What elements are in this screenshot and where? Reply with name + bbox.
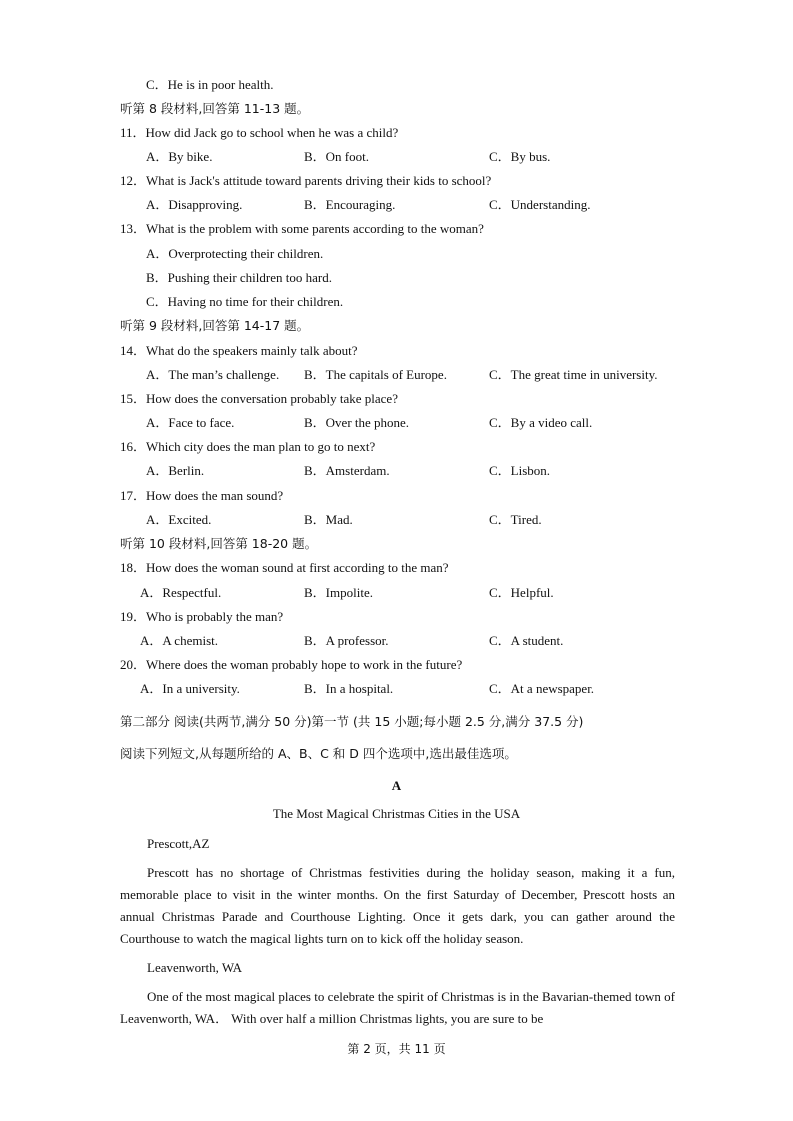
q18-option-a: A．Respectful. [140,585,222,600]
passage-title: The Most Magical Christmas Cities in the USA [272,806,521,821]
city-heading-prescott: Prescott,AZ [147,836,210,851]
q16-option-c: C．Lisbon. [489,463,551,478]
section-8-instruction: 听第 8 段材料,回答第 11-13 题。 [120,101,310,116]
question-13: 13．What is the problem with some parents according to the woman? [120,221,484,236]
question-19: 19．Who is probably the man? [120,609,284,624]
city-heading-leavenworth: Leavenworth, WA [147,960,243,975]
question-14: 14．What do the speakers mainly talk about? [120,343,358,358]
q18-option-c: C．Helpful. [489,585,554,600]
q16-option-b: B．Amsterdam. [304,463,390,478]
q15-option-c: C．By a video call. [489,415,593,430]
q13-option-a: A．Overprotecting their children. [146,246,324,261]
part2-heading: 第二部分 阅读(共两节,满分 50 分)第一节 (共 15 小题;每小题 2.5 分,满分 37.5 分) [120,714,584,729]
q10-option-c: C．He is in poor health. [146,77,274,92]
q15-option-b: B．Over the phone. [304,415,410,430]
q15-option-a: A．Face to face. [146,415,235,430]
q12-option-a: A．Disapproving. [146,197,243,212]
q14-option-c: C．The great time in university. [489,367,658,382]
q11-option-b: B．On foot. [304,149,370,164]
q18-option-b: B．Impolite. [304,585,373,600]
q13-option-c: C．Having no time for their children. [146,294,344,309]
q11-option-c: C．By bus. [489,149,551,164]
part2-instruction: 阅读下列短文,从每题所给的 A、B、C 和 D 四个选项中,选出最佳选项。 [120,746,517,761]
q14-option-a: A．The man’s challenge. [146,367,280,382]
q16-option-a: A．Berlin. [146,463,205,478]
q19-option-c: C．A student. [489,633,564,648]
question-20: 20．Where does the woman probably hope to work in the future? [120,657,463,672]
q20-option-c: C．At a newspaper. [489,681,595,696]
passage-letter: A [391,778,402,793]
q17-option-c: C．Tired. [489,512,542,527]
question-12: 12．What is Jack's attitude toward parents driving their kids to school? [120,173,492,188]
question-16: 16．Which city does the man plan to go to next? [120,439,376,454]
page-footer: 第 2 页，共 11 页 [347,1042,446,1056]
paragraph-prescott [120,862,675,950]
paragraph-leavenworth [120,986,675,1030]
question-11: 11．How did Jack go to school when he was a child? [120,125,399,140]
q12-option-b: B．Encouraging. [304,197,396,212]
q20-option-b: B．In a hospital. [304,681,394,696]
section-9-instruction: 听第 9 段材料,回答第 14-17 题。 [120,318,310,333]
question-15: 15．How does the conversation probably take place? [120,391,398,406]
q13-option-b: B．Pushing their children too hard. [146,270,332,285]
q19-option-b: B．A professor. [304,633,389,648]
paragraph-leavenworth-text: One of the most magical places to celebrate the spirit of Christmas is in the Bavarian-themed town of Leavenworth, WA． With over half a million Christmas lights, you are sure to be [120,989,675,1026]
question-18: 18．How does the woman sound at first according to the man? [120,560,449,575]
section-10-instruction: 听第 10 段材料,回答第 18-20 题。 [120,536,318,551]
question-17: 17．How does the man sound? [120,488,284,503]
paragraph-prescott-text: Prescott has no shortage of Christmas festivities during the holiday season, making it a fun, memorable place to visit in the winter months. On the first Saturday of December, Prescott hosts an annual Christmas Parade and Courthouse Lighting. Once it gets dark, you can gather around the Courthouse to watch the magical lights turn on to kick off the holiday season. [120,865,675,946]
q17-option-a: A．Excited. [146,512,212,527]
q19-option-a: A．A chemist. [140,633,218,648]
q20-option-a: A．In a university. [140,681,240,696]
q14-option-b: B．The capitals of Europe. [304,367,447,382]
q17-option-b: B．Mad. [304,512,353,527]
q11-option-a: A．By bike. [146,149,213,164]
q12-option-c: C．Understanding. [489,197,591,212]
